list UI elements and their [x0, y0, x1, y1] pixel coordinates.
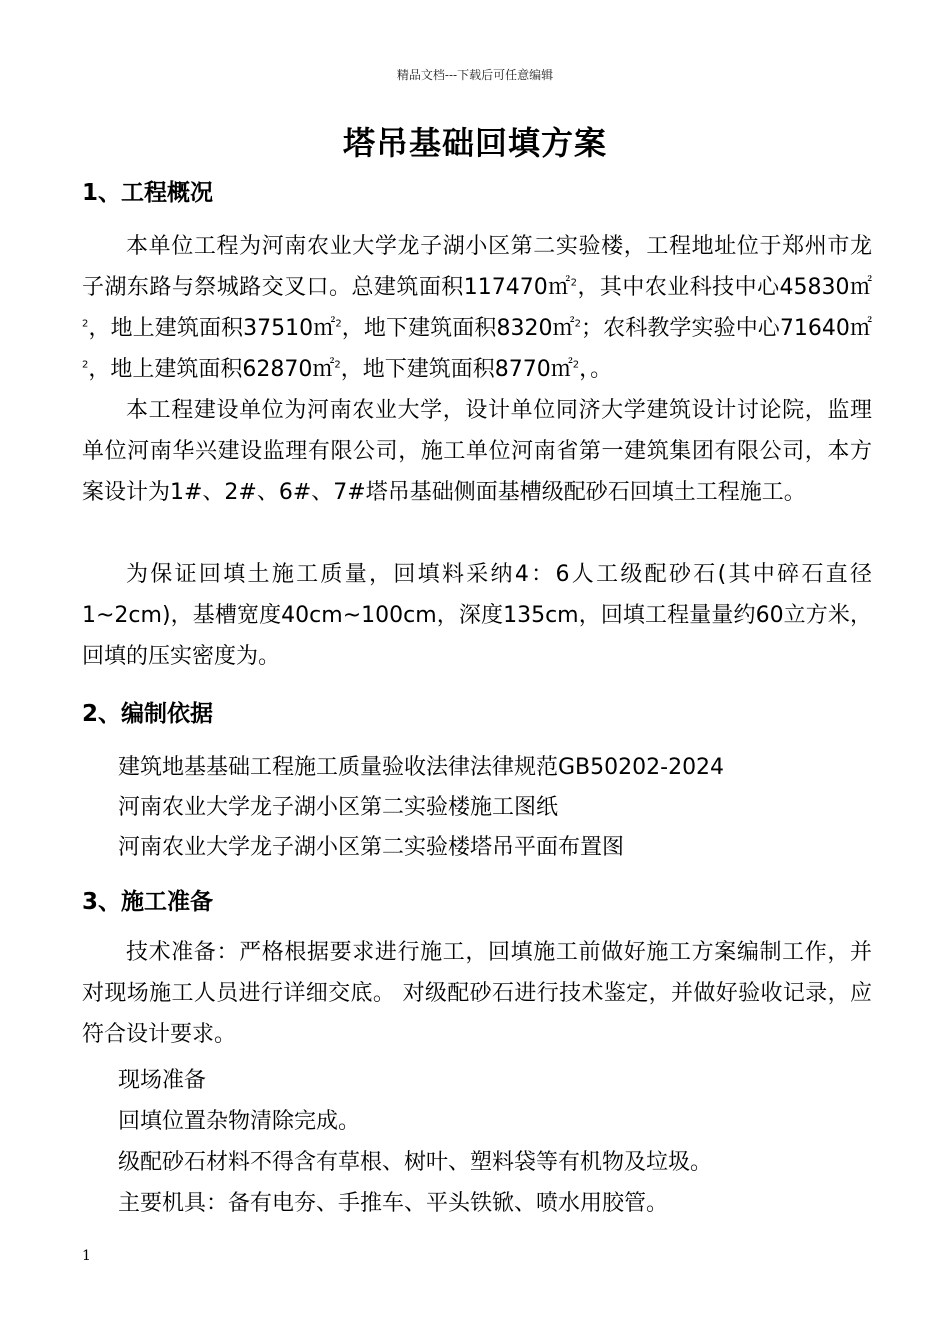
prep-equipment: 主要机具：备有电夯、手推车、平头铁锨、喷水用胶管。 — [118, 1191, 669, 1216]
prep-material-requirement: 级配砂石材料不得含有草根、树叶、塑料袋等有机物及垃圾。 — [118, 1150, 713, 1175]
document-title: 塔吊基础回填方案 — [342, 124, 607, 162]
prep-site-heading: 现场准备 — [118, 1068, 207, 1093]
basis-item-drawings: 河南农业大学龙子湖小区第二实验楼施工图纸 — [118, 795, 559, 820]
paragraph-technical-preparation: 技术准备：严格根据要求进行施工，回填施工前做好施工方案编制工作，并对现场施工人员进行详细交底。 对级配砂石进行技术鉴定，并做好验收记录，应符合设计要求。 — [82, 940, 872, 1047]
section-heading-basis: 2、编制依据 — [82, 701, 214, 727]
paragraph-backfill-quality: 为保证回填土施工质量，回填料采纳4：6人工级配砂石(其中碎石直径1~2cm)，基槽宽度40cm~100cm，深度135cm，回填工程量量约60立方米，回填的压实密度为。 — [82, 562, 872, 669]
page-number: 1 — [82, 1248, 91, 1264]
basis-item-code: 建筑地基基础工程施工质量验收法律法律规范GB50202-2024 — [118, 755, 725, 780]
paragraph-parties: 本工程建设单位为河南农业大学，设计单位同济大学建筑设计讨论院，监理单位河南华兴建设监理有限公司，施工单位河南省第一建筑集团有限公司，本方案设计为1#、2#、6#、7#塔吊基础侧面基槽级配砂石回填土工程施工。 — [82, 398, 872, 505]
prep-site-clear: 回填位置杂物清除完成。 — [118, 1109, 361, 1134]
section-heading-preparation: 3、施工准备 — [82, 889, 214, 915]
section-heading-overview: 1、工程概况 — [82, 180, 214, 206]
header-note: 精品文档---下载后可任意编辑 — [396, 68, 554, 82]
basis-item-layout: 河南农业大学龙子湖小区第二实验楼塔吊平面布置图 — [118, 835, 625, 860]
paragraph-project-overview: 本单位工程为河南农业大学龙子湖小区第二实验楼，工程地址位于郑州市龙子湖东路与祭城路交叉口。总建筑面积117470㎡$^2$，其中农业科技中心45830㎡$^2$，地上建筑面积37510㎡$^2$，地下建筑面积8320㎡$^2$；农科教学实验中心71640㎡$^2$，地上建筑面积62870㎡$^2$，地下建筑面积8770㎡$^2$，。 — [82, 234, 872, 382]
